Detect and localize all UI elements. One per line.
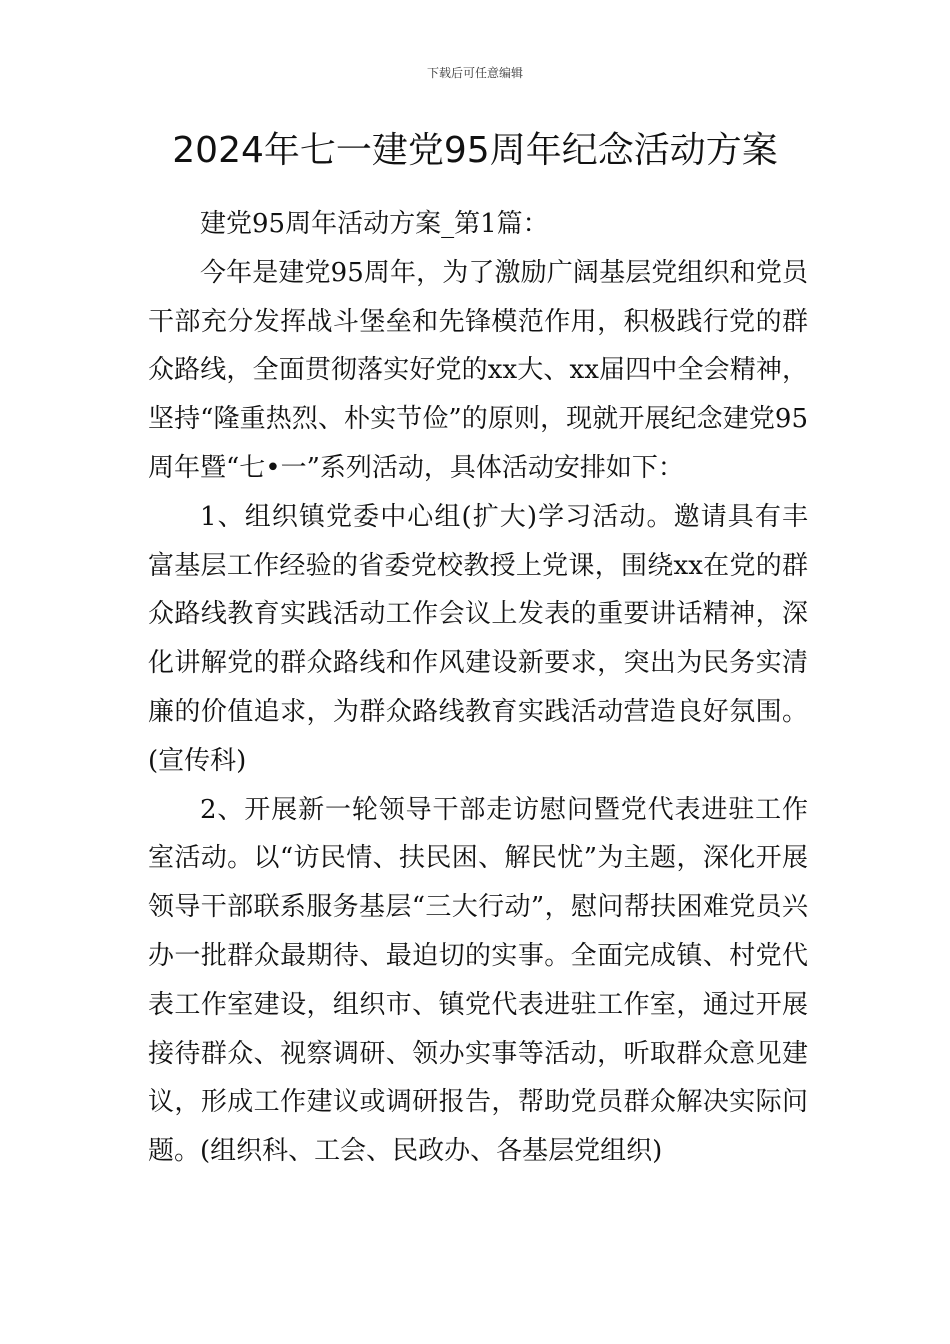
paragraph-item-1: 1、组织镇党委中心组(扩大)学习活动。邀请具有丰富基层工作经验的省委党校教授上党课，围绕xx在党的群众路线教育实践活动工作会议上发表的重要讲话精神，深化讲解党的群众路线和作风建设新要求，突出为民务实清廉的价值追求，为群众路线教育实践活动营造良好氛围。(宣传科) [148,501,808,776]
section-subheading: 建党95周年活动方案_第1篇： [200,209,549,239]
header-note: 下载后可任意编辑 [426,66,523,80]
document-body [148,200,808,1176]
paragraph-item-2: 2、开展新一轮领导干部走访慰问暨党代表进驻工作室活动。以“访民情、扶民困、解民忧”为主题，深化开展领导干部联系服务基层“三大行动”，慰问帮扶困难党员兴办一批群众最期待、最迫切的实事。全面完成镇、村党代表工作室建设，组织市、镇党代表进驻工作室，通过开展接待群众、视察调研、领办实事等活动，听取群众意见建议，形成工作建议或调研报告，帮助党员群众解决实际问题。(组织科、工会、民政办、各基层党组织) [148,794,808,1167]
paragraph-intro: 今年是建党95周年，为了激励广阔基层党组织和党员干部充分发挥战斗堡垒和先锋模范作用，积极践行党的群众路线，全面贯彻落实好党的xx大、xx届四中全会精神，坚持“隆重热烈、朴实节俭”的原则，现就开展纪念建党95周年暨“七•一”系列活动，具体活动安排如下： [148,257,808,483]
document-title: 2024年七一建党95周年纪念活动方案 [172,130,778,171]
